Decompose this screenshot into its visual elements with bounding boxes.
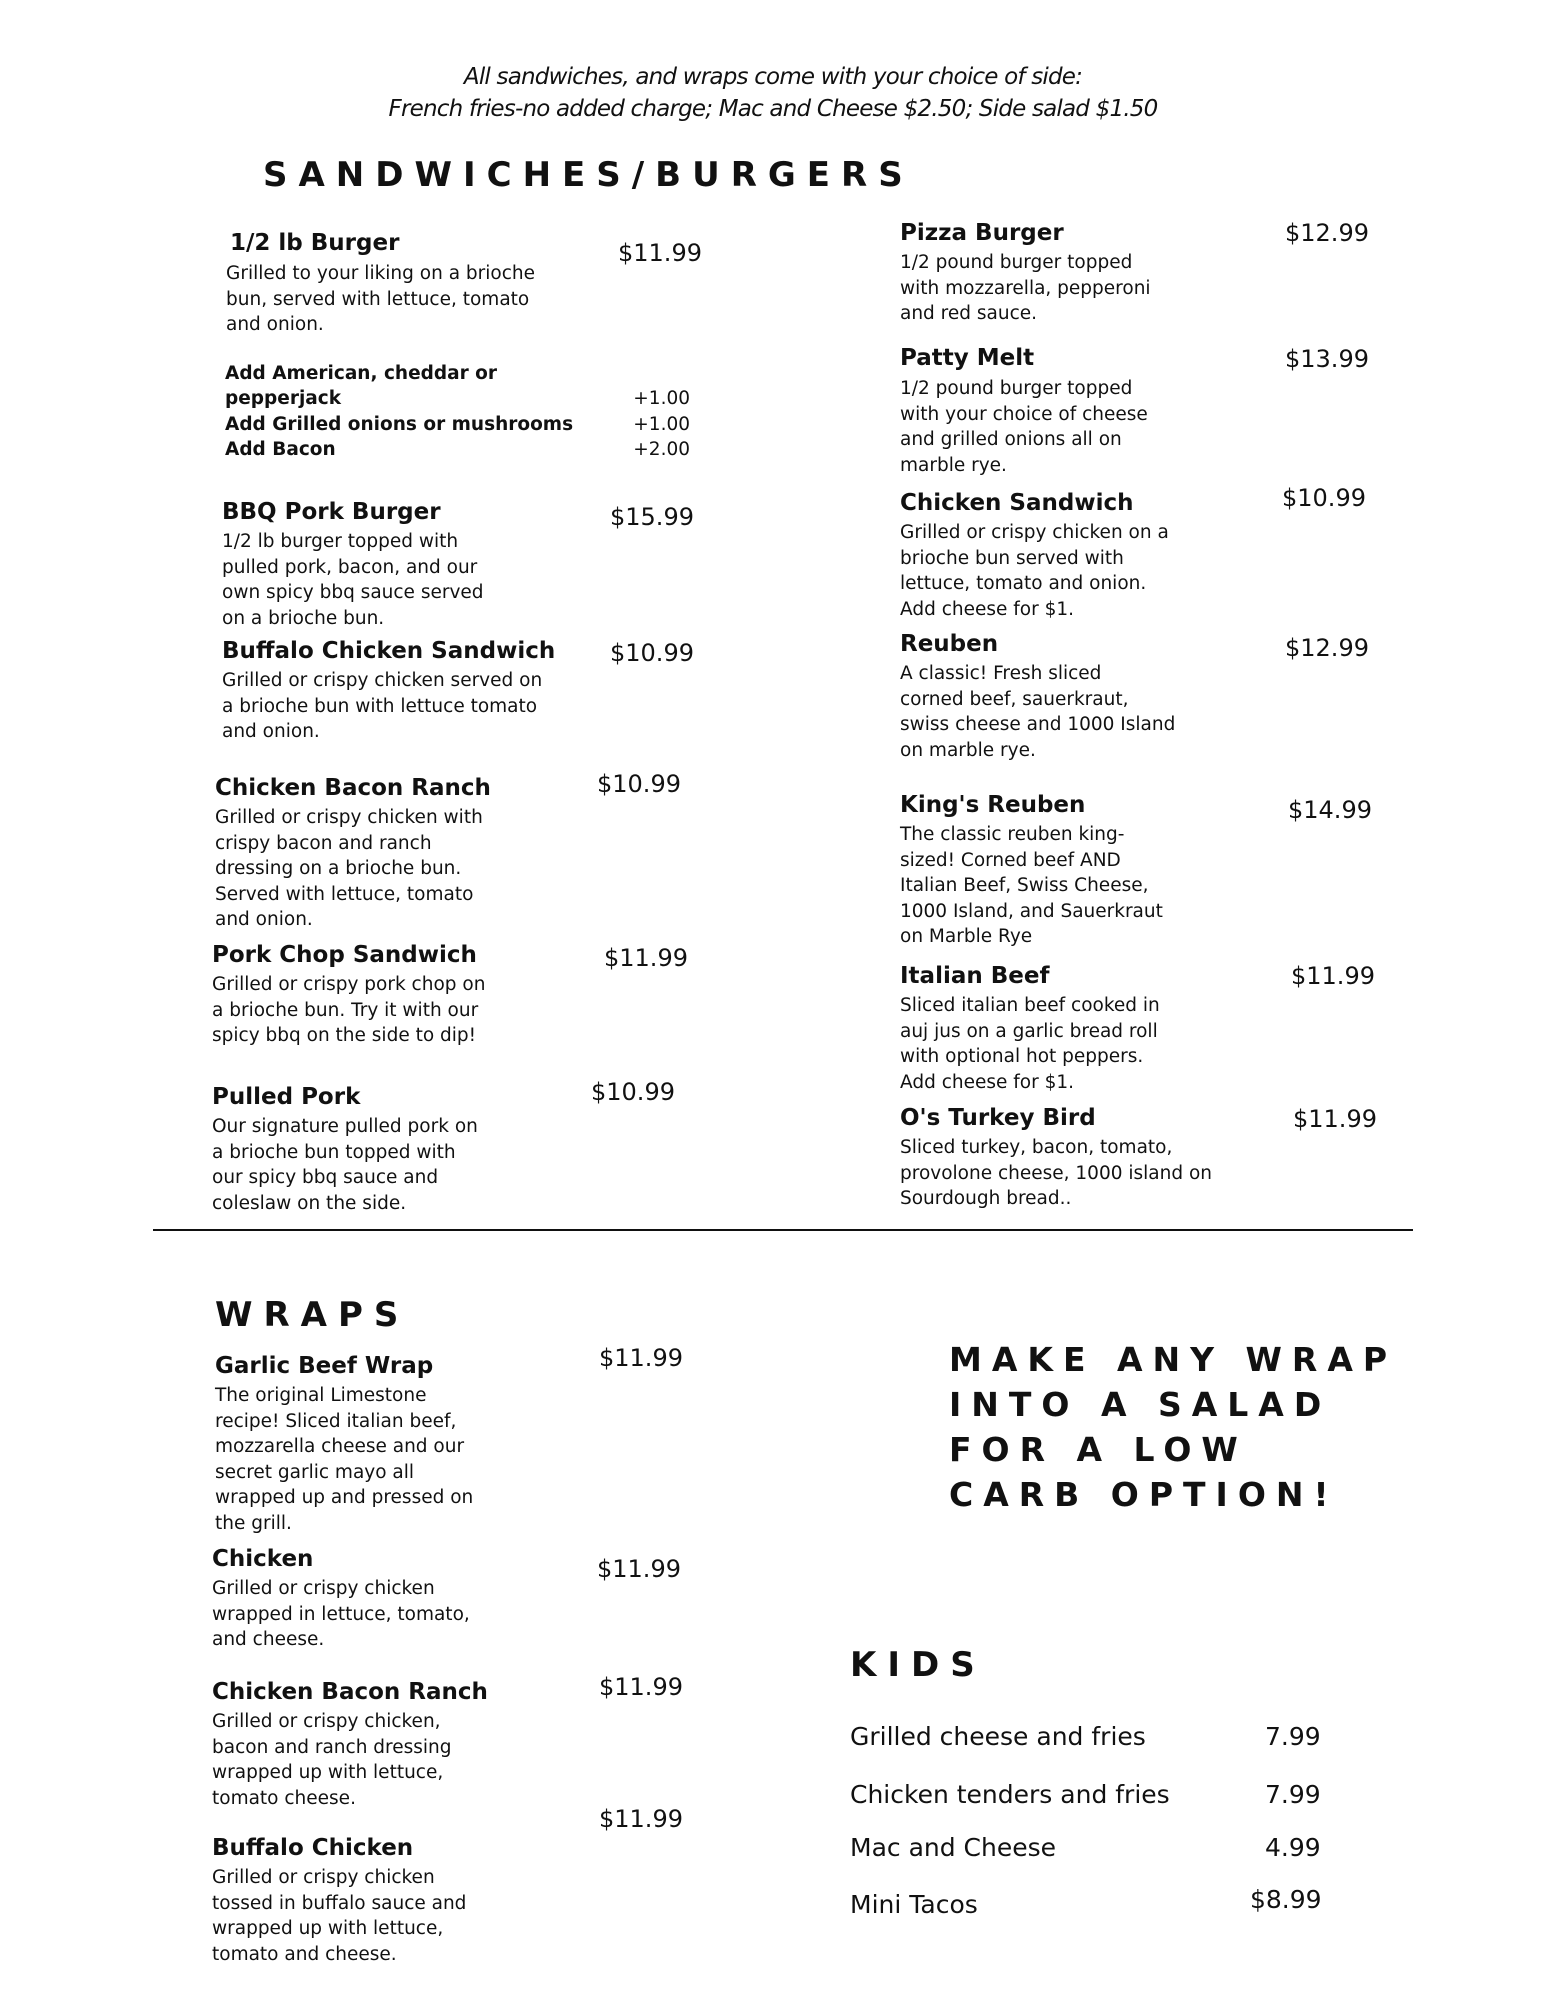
kids-item-name: Grilled cheese and fries [850,1722,1146,1751]
addon-price: +1.00 [633,414,690,435]
addon-price: +2.00 [633,439,690,460]
kids-item-name: Mac and Cheese [850,1833,1057,1862]
menu-item-description: Grilled or crispy chicken tossed in buffalo sauce and wrapped up with lettuce, tomato and cheese. [212,1867,467,1965]
menu-item-description: Grilled to your liking on a brioche bun, served with lettuce, tomato and onion. [226,263,536,335]
menu-item-name: Garlic Beef Wrap [215,1353,434,1379]
kids-item-price: 4.99 [1265,1833,1321,1862]
addon-label: Add Grilled onions or mushrooms [225,414,574,435]
menu-item-name: Italian Beef [900,963,1050,989]
menu-item-name: Pork Chop Sandwich [212,942,477,968]
menu-item-name: BBQ Pork Burger [222,499,441,525]
menu-item-price: $11.99 [599,1805,683,1833]
addon-label: Add Bacon [225,439,336,460]
menu-item-name: Buffalo Chicken Sandwich [222,638,556,664]
wraps-section-title: WRAPS [215,1295,410,1335]
menu-item-description: Sliced italian beef cooked in auj jus on a garlic bread roll with optional hot peppers. Add cheese for $1. [900,995,1160,1093]
menu-item-price: $13.99 [1285,345,1369,373]
menu-item-price: $11.99 [1293,1105,1377,1133]
menu-item-description: A classic! Fresh sliced corned beef, sauerkraut, swiss cheese and 1000 Island on marble rye. [900,663,1176,761]
menu-item-price: $11.99 [604,944,688,972]
menu-item-description: The classic reuben king- sized! Corned beef AND Italian Beef, Swiss Cheese, 1000 Island, and Sauerkraut on Marble Rye [900,824,1163,947]
addon-label: pepperjack [225,388,342,409]
side-choice-note-line1: All sandwiches, and wraps come with your choice of side: [463,64,1083,90]
menu-item-name: Pizza Burger [900,220,1064,246]
menu-item-name: O's Turkey Bird [900,1105,1096,1131]
menu-item-description: 1/2 pound burger topped with mozzarella, pepperoni and red sauce. [900,252,1151,324]
menu-item-price: $12.99 [1285,219,1369,247]
kids-item-price: 7.99 [1265,1780,1321,1809]
menu-item-description: Sliced turkey, bacon, tomato, provolone cheese, 1000 island on Sourdough bread.. [900,1137,1213,1209]
kids-item-price: 7.99 [1265,1722,1321,1751]
menu-item-description: Grilled or crispy chicken with crispy bacon and ranch dressing on a brioche bun. Served with lettuce, tomato and onion. [215,807,483,930]
menu-item-description: Grilled or crispy chicken wrapped in lettuce, tomato, and cheese. [212,1578,470,1650]
side-choice-note-line2: French fries-no added charge; Mac and Cheese $2.50; Side salad $1.50 [388,96,1158,122]
menu-item-price: $11.99 [599,1673,683,1701]
addon-label: Add American, cheddar or [225,363,497,384]
menu-item-price: $14.99 [1288,796,1372,824]
menu-item-name: Reuben [900,631,999,657]
menu-item-name: Patty Melt [900,345,1035,371]
kids-section-title: KIDS [850,1645,986,1685]
menu-item-description: Grilled or crispy chicken served on a brioche bun with lettuce tomato and onion. [222,670,543,742]
addon-price: +1.00 [633,388,690,409]
kids-item-price: $8.99 [1250,1885,1322,1914]
menu-item-name: Chicken Bacon Ranch [212,1679,488,1705]
menu-item-name: Buffalo Chicken [212,1835,414,1861]
menu-item-name: Chicken [212,1546,314,1572]
sandwiches-section-title: SANDWICHES/BURGERS [263,155,914,195]
menu-item-description: 1/2 pound burger topped with your choice of cheese and grilled onions all on marble rye. [900,378,1148,476]
menu-item-description: Grilled or crispy chicken on a brioche bun served with lettuce, tomato and onion. Add cheese for $1. [900,522,1169,620]
kids-item-name: Chicken tenders and fries [850,1780,1170,1809]
menu-item-price: $15.99 [610,503,694,531]
menu-item-price: $10.99 [597,770,681,798]
menu-item-name: King's Reuben [900,792,1086,818]
menu-item-description: Grilled or crispy chicken, bacon and ranch dressing wrapped up with lettuce, tomato cheese. [212,1711,452,1809]
low-carb-promo: MAKE ANY WRAP INTO A SALAD FOR A LOW CARB OPTION! [949,1340,1398,1514]
menu-item-name: Chicken Sandwich [900,490,1134,516]
menu-item-price: $11.99 [597,1555,681,1583]
menu-item-price: $10.99 [1282,484,1366,512]
menu-item-description: The original Limestone recipe! Sliced italian beef, mozzarella cheese and our secret garlic mayo all wrapped up and pressed on the grill. [215,1385,474,1534]
kids-item-name: Mini Tacos [850,1890,978,1919]
menu-item-price: $11.99 [618,239,702,267]
menu-item-description: Grilled or crispy pork chop on a brioche bun. Try it with our spicy bbq on the side to dip! [212,974,486,1046]
menu-item-description: Our signature pulled pork on a brioche bun topped with our spicy bbq sauce and coleslaw on the side. [212,1116,478,1214]
menu-item-price: $12.99 [1285,634,1369,662]
menu-item-price: $11.99 [1291,962,1375,990]
menu-item-description: 1/2 lb burger topped with pulled pork, bacon, and our own spicy bbq sauce served on a brioche bun. [222,531,484,629]
menu-item-price: $10.99 [610,639,694,667]
menu-item-price: $10.99 [591,1078,675,1106]
menu-item-name: 1/2 lb Burger [230,230,400,256]
menu-item-name: Pulled Pork [212,1084,361,1110]
section-divider [153,1229,1413,1231]
menu-item-name: Chicken Bacon Ranch [215,775,491,801]
menu-item-price: $11.99 [599,1344,683,1372]
